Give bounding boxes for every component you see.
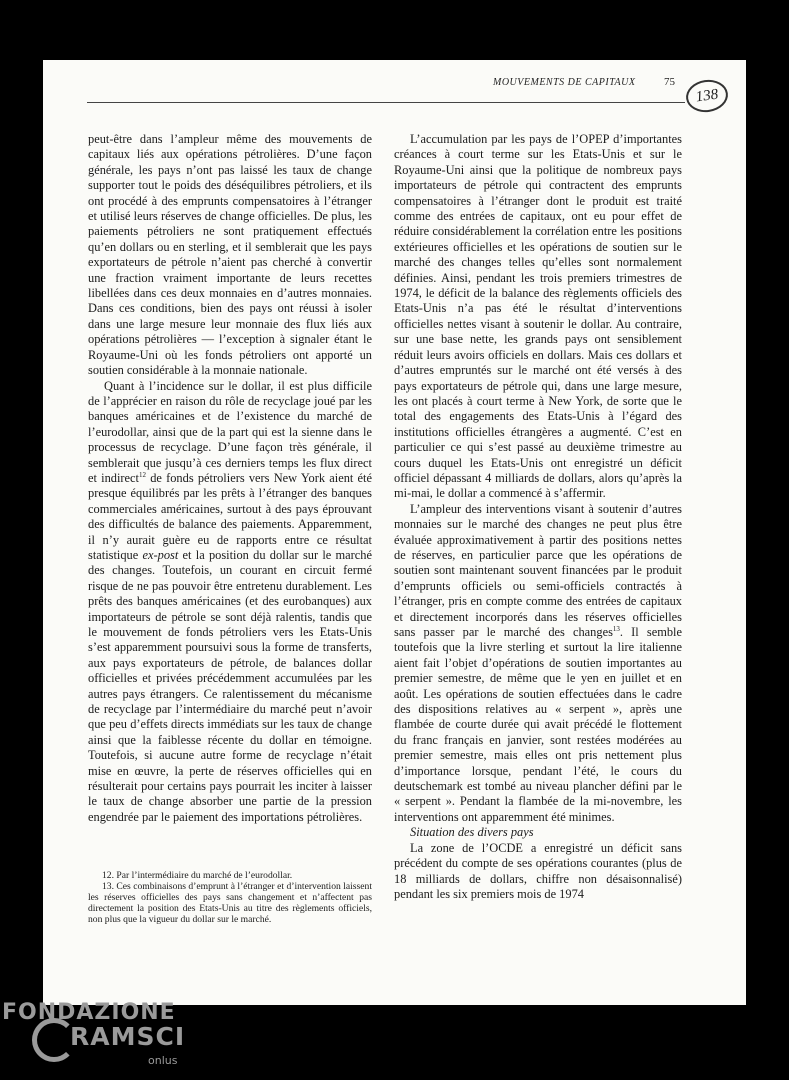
watermark-line1: FONDAZIONE [2,1000,176,1025]
footnote-12: 12. Par l’intermédiaire du marché de l’eurodollar. [102,870,293,881]
footnote-ref: 13 [612,624,620,633]
handwritten-stamp: 138 [684,77,730,115]
paragraph: L’accumulation par les pays de l’OPEP d’importantes créances à court terme sur les Etats-Unis et sur le Royaume-Uni ainsi que la politique de nombreux pays importateurs de pétrole qui contractent des emprunts compensatoires à l’étranger dont le produit est traité comme des entrées de capitaux, ont eu pour effet de réduire considérablement la corrélation entre les positions extérieures officielles et les opérations de soutien sur le marché des changes telles qu’elles sont normalement définies. Ainsi, pendant les trois premiers trimestres de 1974, le déficit de la balance des règlements officiels des Etats-Unis n’a pas été le résultat d’interventions officielles nettes visant à soutenir le dollar. Au contraire, sur une base nette, les grands pays ont sensiblement réduit leurs avoirs officiels en dollars. Mais ces dollars et d’autres empruntés sur le marché ont été versés à des pays exportateurs de pétrole qui, dans une large mesure, les ont placés à court terme à New York, de sorte que le total des engagements des Etats-Unis à l’égard des institutions officielles étrangères a augmenté. C’est en particulier ce qui s’est passé au deuxième trimestre au cours duquel les Etats-Unis ont enregistré un déficit officiel dépassant 4 milliards de dollars, alors qu’après la mi-mai, le dollar a commencé à s’affermir. [394,132,682,501]
header-rule [87,102,685,103]
paragraph: peut-être dans l’ampleur même des mouvements de capitaux liés aux opérations pétrolières. D’une façon générale, les pays n’ont pas laissé les taux de change supporter tout le poids des déséquilibres pétroliers, et ils ont procédé à des emprunts compensatoires à l’étranger et utilisé leurs réserves de change officielles. De plus, les paiements pétroliers ne sont pratiquement effectués qu’en dollars ou en sterling, et il semblerait que les pays exportateurs de pétrole n’aient pas cherché à convertir une fraction vraiment importante de leurs recettes libellées dans ces deux monnaies en d’autres monnaies. Dans ces conditions, bien des pays ont réussi à isoler dans une large mesure leur monnaie des flux liés aux opérations pétrolières — l’exception à signaler étant le Royaume-Uni où les fonds pétroliers ont apporté un soutien considérable à la monnaie nationale. [88,132,372,378]
footnote-ref: 12 [139,470,146,479]
left-column [88,132,372,825]
footnotes [88,870,372,925]
document-page [43,60,746,1005]
paragraph: La zone de l’OCDE a enregistré un déficit sans précédent du compte de ses opérations courantes (plus de 18 milliards de dollars, chiffre non désaisonnalisé) pendant les six premiers mois de 1974 [394,840,682,901]
watermark-logo [0,990,200,1080]
text-run: et la position du dollar sur le marché des changes. Toutefois, un courant en circuit fermé risque de ne pas pouvoir être entretenu durablement. Les prêts des banques américaines (et des eurobanques) aux importateurs de pétrole se sont déjà ralentis, tandis que le mouvement de fonds pétroliers vers les Etats-Unis s’est apparemment poursuivi sous la forme de transferts, aux pays exportateurs de pétrole, de balances dollar officielles et privées précédemment accumulées par les autres pays étrangers. Ce ralentissement du mécanisme de recyclage par l’intermédiaire du marché peut n’avoir que peu d’effets directs immédiats sur les taux de change ainsi que la faiblesse récente du dollar en témoigne. Toutefois, si aucune autre forme de recyclage n’était mise en œuvre, la perte de réserves officielles qui en résulterait pour certains pays pourrait les inciter à laisser le taux de change absorber une partie de la pression engendrée par le paiement des importations pétrolières. [88,547,372,824]
watermark-line2: RAMSCI [70,1022,186,1051]
text-run: de fonds pétroliers vers New York aient été presque équilibrés par les prêts à l’étranger des banques commerciales américaines, surtout à des pays éprouvant des difficultés de balance des paiements. Apparemment, il n’y aurait guère eu de rapports entre ce résultat statistique [88,470,372,562]
text-run: Quant à l’incidence sur le dollar, il est plus difficile de l’apprécier en raison du rôle de recyclage joué par les banques américaines et de l’existence du marché de l’eurodollar, ainsi que de la part qui est la sienne dans le processus de recyclage. D’une façon très générale, il semblerait que jusqu’à ces derniers temps les flux direct et indirect [88,378,372,485]
right-column [394,132,682,902]
page-number: 75 [664,76,675,88]
section-subheading: Situation des divers pays [410,825,534,840]
text-run: . Il semble toutefois que la livre sterling et surtout la lire italienne aient fait l’objet d’opérations de soutien importantes au premier semestre, de même que le yen en juillet et en août. Les opérations de soutien effectuées dans le cadre des dispositions relatives au « serpent », après une flambée de courte durée qui avait précédé le flottement du franc français en janvier, sont restées modérées au premier semestre, mais elles ont pris nettement plus d’importance lorsque, pendant l’été, le cours du deutschemark est tombé au niveau plancher défini par le « serpent ». Pendant la flambée de la mi-novembre, les interventions ont apparemment été minimes. [394,625,682,824]
watermark-line3: onlus [148,1054,178,1067]
footnote-13: 13. Ces combinaisons d’emprunt à l’étranger et d’intervention laissent les réserves officielles des pays sans changement et n’affectent pas directement la position des Etats-Unis au titre des règlements officiels, non plus que la vigueur du dollar sur le marché. [88,881,372,925]
paragraph [394,502,682,826]
text-run: L’ampleur des interventions visant à soutenir d’autres monnaies sur le marché des changes ne peut plus être évaluée approximativement à partir des positions nettes de réserves, en particulier parce que les opérations de soutien sont maintenant souvent financées par le produit d’emprunts officiels ou semi-officiels contractés à l’étranger, pris en compte comme des entrées de capitaux et directement incorporés dans les réserves officielles sans passer par le marché des changes [394,501,682,639]
italic-term: ex-post [142,547,179,562]
paragraph [88,379,372,826]
running-header: MOUVEMENTS DE CAPITAUX [493,77,636,88]
